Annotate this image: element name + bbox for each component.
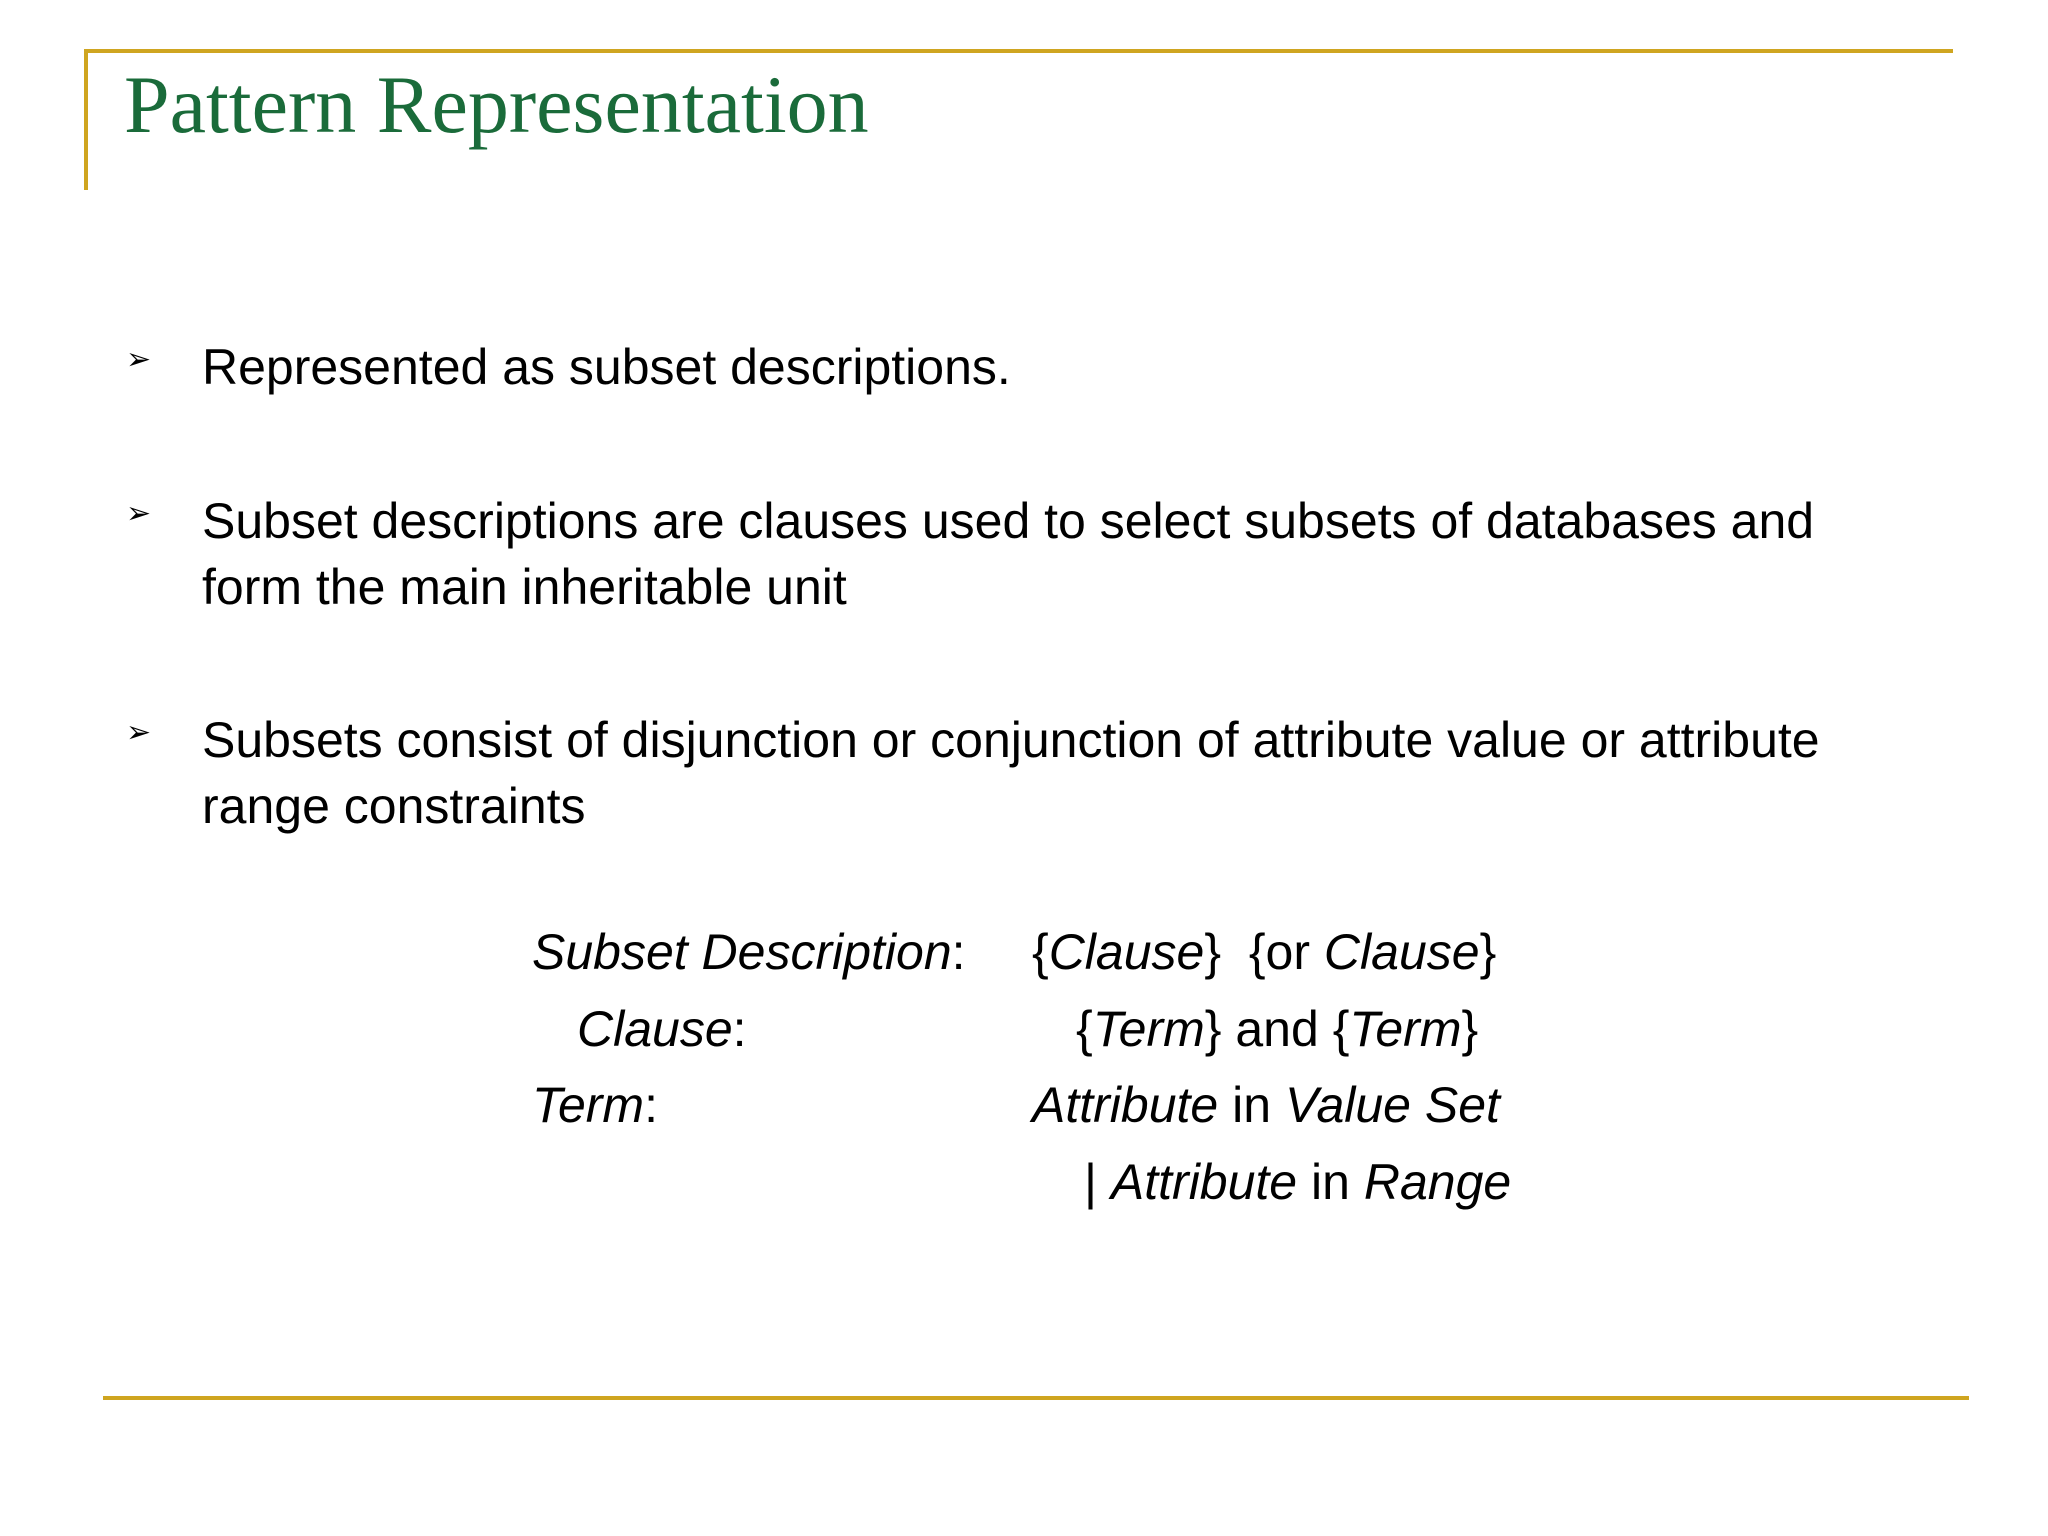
arrowhead-bullet-icon: ➢: [126, 342, 152, 377]
bullet-text: Subset descriptions are clauses used to select subsets of databases and form the main inheritable unit: [202, 493, 1815, 615]
arrowhead-bullet-icon: ➢: [126, 715, 152, 750]
bullet-text: Represented as subset descriptions.: [202, 339, 1011, 395]
grammar-rhs-term-value-set: Attribute in Value Set: [1032, 1077, 1500, 1133]
bottom-rule: [103, 1396, 1969, 1400]
grammar-rhs-clause: {Term} and {Term}: [1076, 1001, 1479, 1057]
slide-title: Pattern Representation: [124, 59, 869, 150]
bullet-text: Subsets consist of disjunction or conjunction of attribute value or attribute range constraints: [202, 712, 1820, 834]
grammar-lhs-clause: Clause:: [577, 1001, 747, 1057]
top-rule: [84, 49, 1953, 53]
left-rule: [84, 49, 88, 190]
arrowhead-bullet-icon: ➢: [126, 496, 152, 531]
grammar-lhs-term: Term:: [532, 1077, 658, 1133]
grammar-lhs-subset-description: Subset Description:: [532, 924, 966, 980]
grammar-rhs-subset-description: {Clause} {or Clause}: [1032, 924, 1497, 980]
grammar-rhs-term-range: | Attribute in Range: [1084, 1154, 1512, 1210]
